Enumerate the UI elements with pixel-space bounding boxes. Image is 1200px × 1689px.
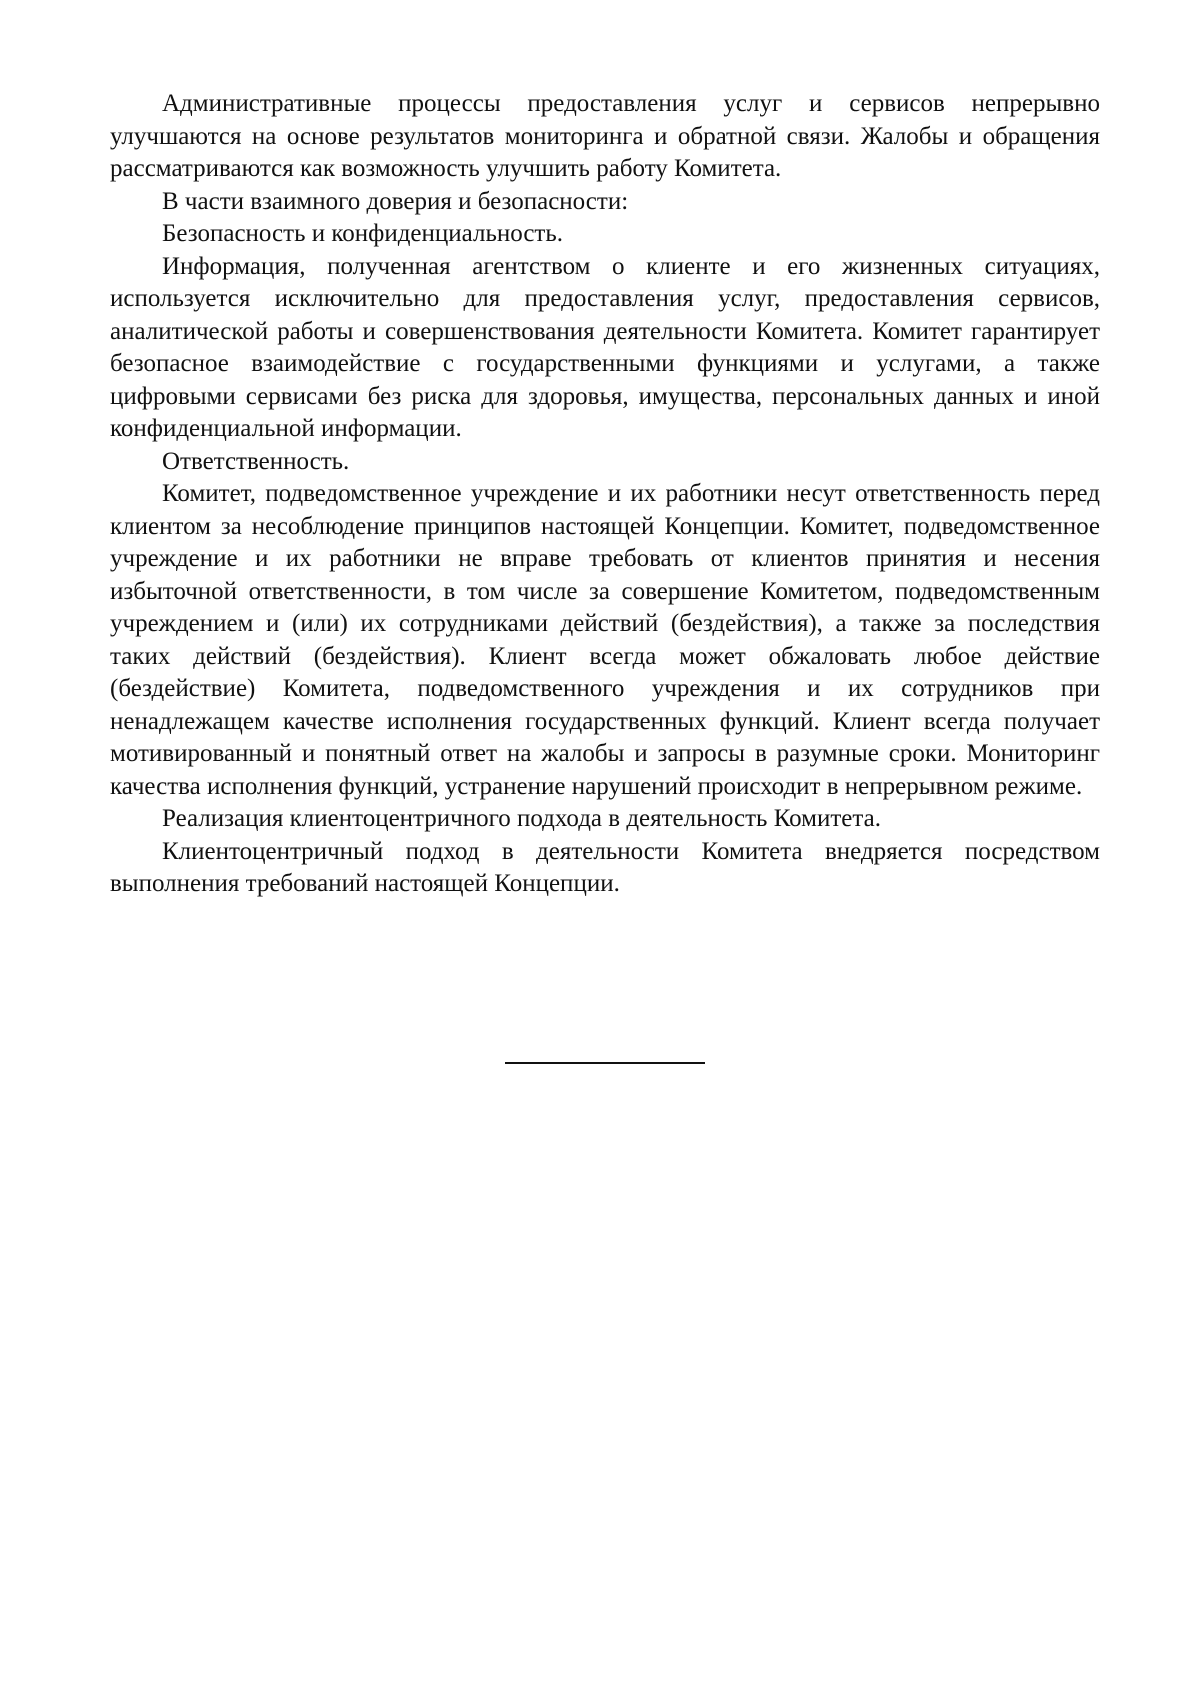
paragraph-mutual-trust-heading: В части взаимного доверия и безопасности: bbox=[162, 187, 629, 215]
paragraph-implementation: Клиентоцентричный подход в деятельности Комитета внедряется посредством выполнения требований настоящей Концепции. bbox=[110, 837, 1100, 897]
paragraph-responsibility: Комитет, подведомственное учреждение и их работники несут ответственность перед клиентом за несоблюдение принципов настоящей Концепции. Комитет, подведомственное учреждение и их работники не вправе требовать от клиентов принятия и несения избыточной ответственности, в том числе за совершение Комитетом, подведомственным учреждением и (или) их сотрудниками действий (бездействия), а также за последствия таких действий (бездействия). Клиент всегда может обжаловать любое действие (бездействие) Комитета, подведомственного учреждения и их сотрудников при ненадлежащем качестве исполнения государственных функций. Клиент всегда получает мотивированный и понятный ответ на жалобы и запросы в разумные сроки. Мониторинг качества исполнения функций, устранение нарушений происходит в непрерывном режиме. bbox=[110, 480, 1100, 800]
document-body bbox=[110, 88, 1100, 901]
paragraph-responsibility-heading: Ответственность. bbox=[162, 447, 350, 475]
paragraph-information-security: Информация, полученная агентством о клиенте и его жизненных ситуациях, используется исключительно для предоставления услуг, предоставления сервисов, аналитической работы и совершенствования деятельности Комитета. Комитет гарантирует безопасное взаимодействие с государственными функциями и услугами, а также цифровыми сервисами без риска для здоровья, имущества, персональных данных и иной конфиденциальной информации. bbox=[110, 252, 1100, 442]
end-of-document-rule bbox=[505, 1062, 705, 1064]
paragraph-implementation-heading: Реализация клиентоцентричного подхода в деятельность Комитета. bbox=[162, 805, 881, 832]
paragraph-security-heading: Безопасность и конфиденциальность. bbox=[162, 220, 564, 247]
paragraph-administrative-processes: Административные процессы предоставления услуг и сервисов непрерывно улучшаются на основе результатов мониторинга и обратной связи. Жалобы и обращения рассматриваются как возможность улучшить работу Комитета. bbox=[110, 90, 1100, 182]
